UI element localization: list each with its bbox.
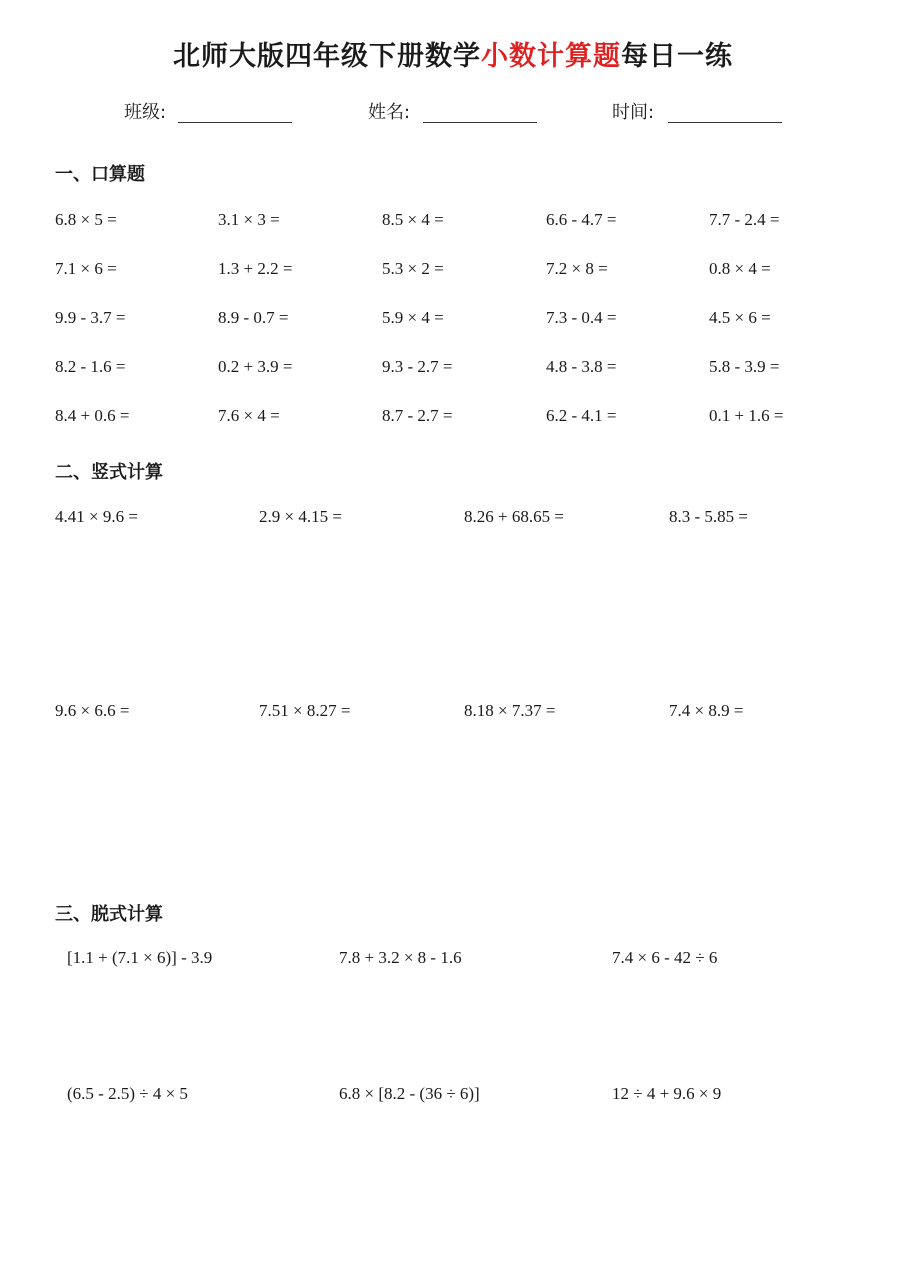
problem-item: 9.9 - 3.7 = <box>55 308 126 327</box>
name-field <box>368 98 410 124</box>
problem-item: (6.5 - 2.5) ÷ 4 × 5 <box>67 1084 188 1103</box>
problem-item: 7.51 × 8.27 = <box>259 701 351 720</box>
problem-item: 7.4 × 6 - 42 ÷ 6 <box>612 948 718 967</box>
problem-item: 9.3 - 2.7 = <box>382 357 453 376</box>
problem-item: 8.18 × 7.37 = <box>464 701 556 720</box>
problem-item: 7.4 × 8.9 = <box>669 701 744 720</box>
class-field <box>124 98 166 124</box>
problem-item: 8.4 + 0.6 = <box>55 406 130 425</box>
problem-item: 8.9 - 0.7 = <box>218 308 289 327</box>
section-heading-vertical: 二、竖式计算 <box>55 462 163 483</box>
problem-item: 7.6 × 4 = <box>218 406 280 425</box>
title-suffix: 每日一练 <box>621 41 733 72</box>
name-label: 姓名: <box>368 102 411 123</box>
name-blank-line[interactable] <box>423 122 537 123</box>
problem-item: 5.8 - 3.9 = <box>709 357 780 376</box>
time-label: 时间: <box>612 102 655 123</box>
problem-item: 6.8 × [8.2 - (36 ÷ 6)] <box>339 1084 480 1103</box>
page-title <box>0 34 906 73</box>
problem-item: 7.1 × 6 = <box>55 259 117 278</box>
problem-item: [1.1 + (7.1 × 6)] - 3.9 <box>67 948 213 967</box>
problem-item: 4.8 - 3.8 = <box>546 357 617 376</box>
section-heading-oral: 一、口算题 <box>55 164 145 185</box>
problem-item: 4.5 × 6 = <box>709 308 771 327</box>
problem-item: 1.3 + 2.2 = <box>218 259 293 278</box>
problem-item: 12 ÷ 4 + 9.6 × 9 <box>612 1084 722 1103</box>
class-label: 班级: <box>124 102 167 123</box>
problem-item: 5.9 × 4 = <box>382 308 444 327</box>
problem-item: 4.41 × 9.6 = <box>55 507 138 526</box>
time-field <box>612 98 654 124</box>
title-highlight: 小数计算题 <box>481 41 621 72</box>
problem-item: 6.8 × 5 = <box>55 210 117 229</box>
class-blank-line[interactable] <box>178 122 292 123</box>
problem-item: 6.6 - 4.7 = <box>546 210 617 229</box>
problem-item: 0.2 + 3.9 = <box>218 357 293 376</box>
problem-item: 7.3 - 0.4 = <box>546 308 617 327</box>
title-prefix: 北师大版四年级下册数学 <box>173 41 481 72</box>
problem-item: 9.6 × 6.6 = <box>55 701 130 720</box>
problem-item: 7.8 + 3.2 × 8 - 1.6 <box>339 948 462 967</box>
problem-item: 8.2 - 1.6 = <box>55 357 126 376</box>
problem-item: 8.26 + 68.65 = <box>464 507 564 526</box>
problem-item: 5.3 × 2 = <box>382 259 444 278</box>
problem-item: 7.2 × 8 = <box>546 259 608 278</box>
time-blank-line[interactable] <box>668 122 782 123</box>
problem-item: 8.3 - 5.85 = <box>669 507 748 526</box>
problem-item: 3.1 × 3 = <box>218 210 280 229</box>
problem-item: 8.5 × 4 = <box>382 210 444 229</box>
problem-item: 6.2 - 4.1 = <box>546 406 617 425</box>
problem-item: 0.8 × 4 = <box>709 259 771 278</box>
problem-item: 2.9 × 4.15 = <box>259 507 342 526</box>
problem-item: 7.7 - 2.4 = <box>709 210 780 229</box>
problem-item: 8.7 - 2.7 = <box>382 406 453 425</box>
problem-item: 0.1 + 1.6 = <box>709 406 784 425</box>
section-heading-stepwise: 三、脱式计算 <box>55 904 163 925</box>
